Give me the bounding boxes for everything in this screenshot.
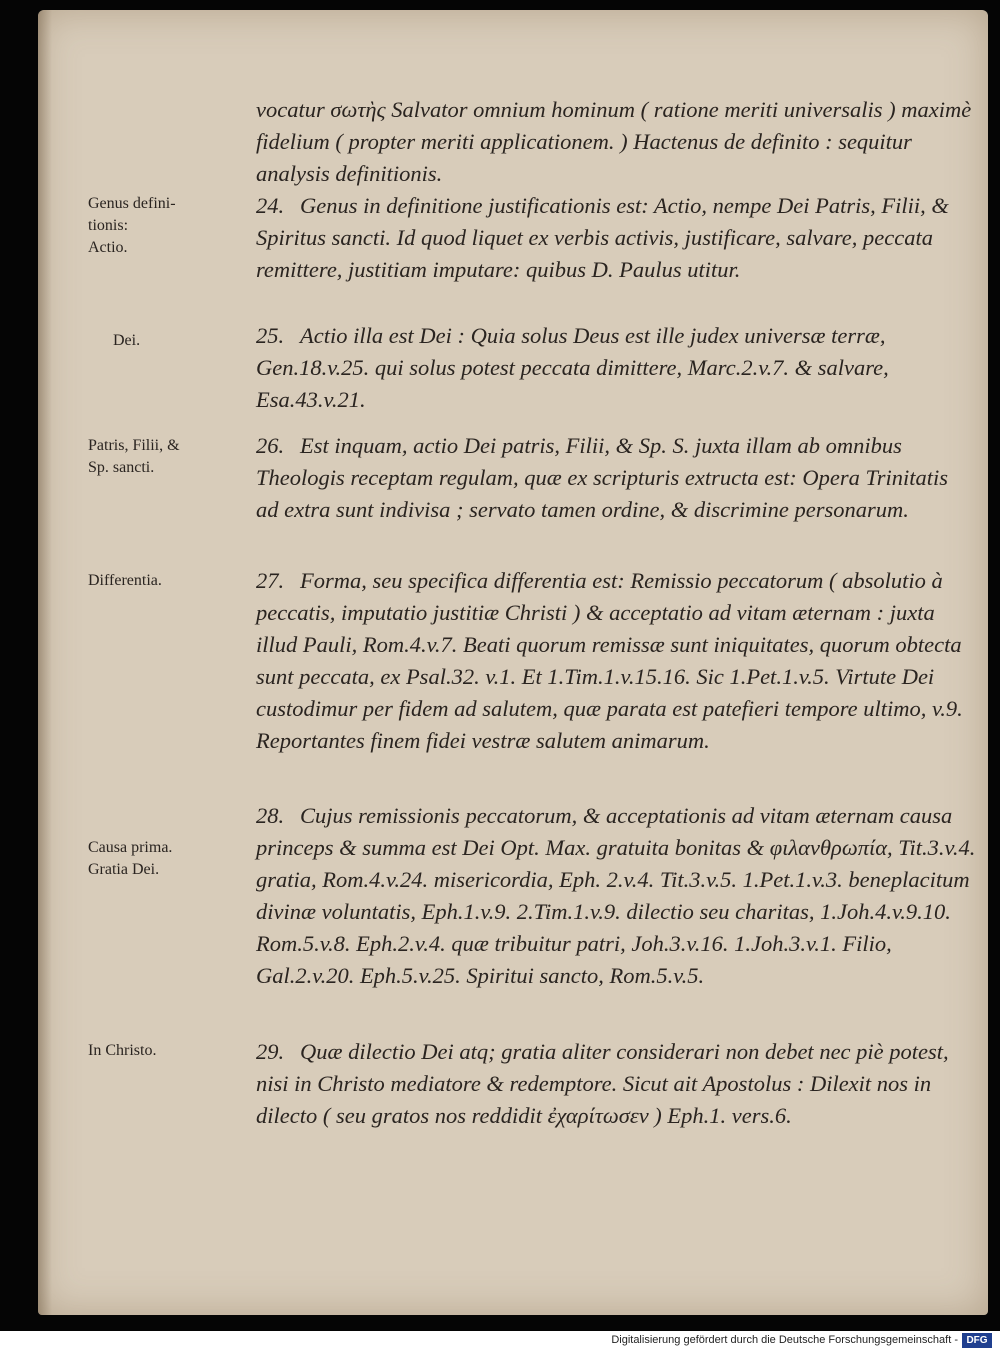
margin-note-causa: Causa prima. Gratia Dei.	[88, 839, 173, 878]
book-page	[38, 10, 988, 1315]
footer-credit: Digitalisierung gefördert durch die Deutsche Forschungsgemeinschaft -	[611, 1334, 958, 1346]
paragraph-continuation: vocatur σωτὴς Salvator omnium hominum ( ratione meriti universalis ) maximè fidelium ( propter meriti applicationem. ) Hactenus de definito : sequitur analysis definitionis.	[256, 97, 972, 186]
paragraph-number: 29.	[256, 1039, 285, 1064]
paragraph-number: 24.	[256, 193, 285, 218]
digitization-footer	[0, 1331, 1000, 1351]
paragraph-29: 29. Quæ dilectio Dei atq; gratia aliter considerari non debet nec piè potest, nisi in Christo mediatore & redemptore. Sicut ait Apostolus : Dilexit nos in dilecto ( seu gratos nos reddidit ἐχαρίτωσεν ) Eph.1. vers.6.	[256, 1036, 976, 1132]
paragraph-27: 27. Forma, seu specifica differentia est: Remissio peccatorum ( absolutio à peccatis, imputatio justitiæ Christi ) & acceptatio ad vitam æternam : juxta illud Pauli, Rom.4.v.7. Beati quorum remissæ sunt iniquitates, quorum obtecta sunt peccata, ex Psal.32. v.1. Et 1.Tim.1.v.15.16. Sic 1.Pet.1.v.5. Virtute Dei custodimur per fidem ad salutem, quæ parata est patefieri tempore ultimo, v.9. Reportantes finem fidei vestræ salutem animarum.	[256, 565, 976, 757]
margin-note-trinity: Patris, Filii, & Sp. sancti.	[88, 437, 180, 476]
margin-note-dei: Dei.	[113, 332, 141, 349]
paragraph-24: 24. Genus in definitione justificationis est: Actio, nempe Dei Patris, Filii, & Spiritus sancti. Id quod liquet ex verbis activis, justificare, salvare, peccata remittere, justitiam imputare: quibus D. Paulus utitur.	[256, 190, 976, 286]
paragraph-28: 28. Cujus remissionis peccatorum, & acceptationis ad vitam æternam causa princeps & summa est Dei Opt. Max. gratuita bonitas & φιλανθρωπία, Tit.3.v.4. gratia, Rom.4.v.24. misericordia, Eph. 2.v.4. Tit.3.v.5. 1.Pet.1.v.3. beneplacitum divinæ voluntatis, Eph.1.v.9. 2.Tim.1.v.9. dilectio seu charitas, 1.Joh.4.v.9.10. Rom.5.v.8. Eph.2.v.4. quæ tribuitur patri, Joh.3.v.16. 1.Joh.3.v.1. Filio, Gal.2.v.20. Eph.5.v.25. Spiritui sancto, Rom.5.v.5.	[256, 800, 976, 992]
paragraph-25: 25. Actio illa est Dei : Quia solus Deus est ille judex universæ terræ, Gen.18.v.25. qui solus potest peccata dimittere, Marc.2.v.7. & salvare, Esa.43.v.21.	[256, 320, 976, 416]
dfg-logo-icon: DFG	[962, 1333, 992, 1348]
paragraph-number: 26.	[256, 433, 285, 458]
margin-note-christo: In Christo.	[88, 1042, 157, 1059]
paragraph-number: 25.	[256, 323, 285, 348]
paragraph-number: 28.	[256, 803, 285, 828]
page-edge-shadow	[38, 10, 52, 1315]
paragraph-number: 27.	[256, 568, 285, 593]
paragraph-26: 26. Est inquam, actio Dei patris, Filii, & Sp. S. juxta illam ab omnibus Theologis receptam regulam, quæ ex scripturis extructa est: Opera Trinitatis ad extra sunt indivisa ; servato tamen ordine, & discrimine personarum.	[256, 430, 976, 526]
margin-note-differentia: Differentia.	[88, 572, 162, 589]
margin-note-genus: Genus defini- tionis: Actio.	[88, 195, 176, 256]
